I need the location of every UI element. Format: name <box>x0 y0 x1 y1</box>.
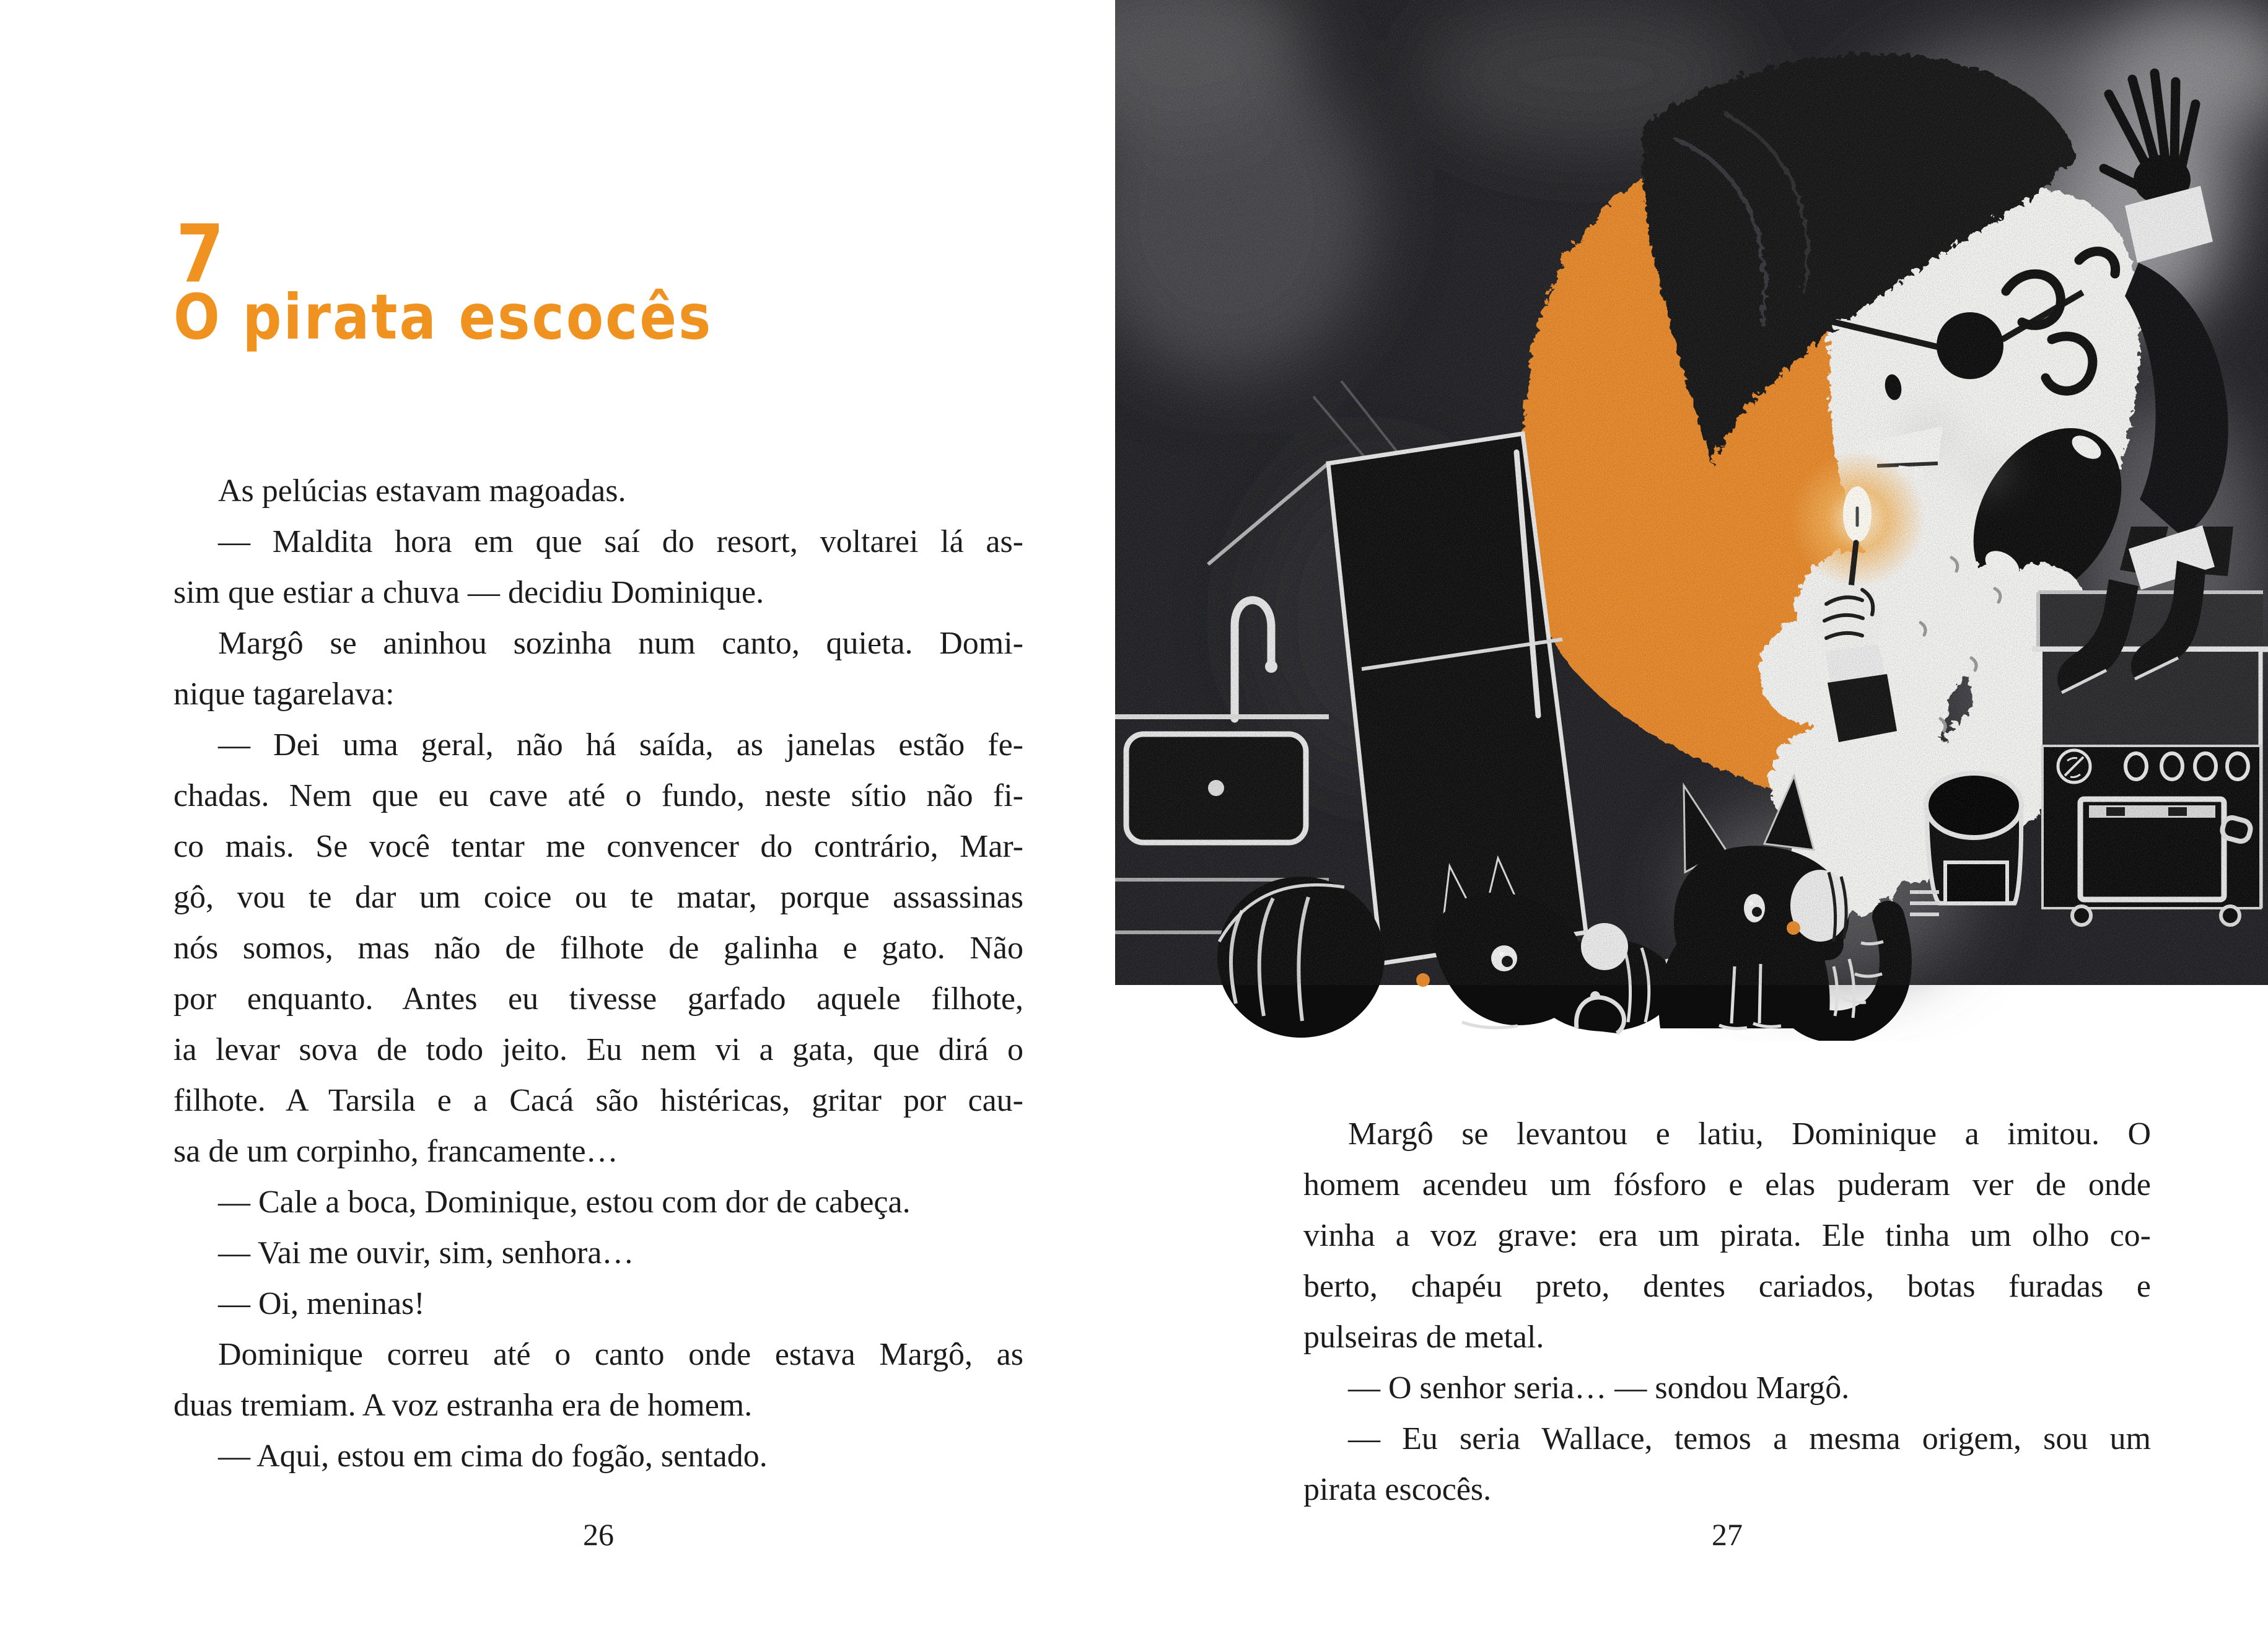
text-line: Margô se aninhou sozinha num canto, quieta. Domi- <box>218 626 1023 661</box>
text-line: co mais. Se você tentar me convencer do contrário, Mar- <box>173 829 1023 864</box>
text-line: — Eu seria Wallace, temos a mesma origem, sou um <box>1348 1421 2151 1456</box>
text-line: Dominique correu até o canto onde estava Margô, as <box>218 1337 1023 1372</box>
cat-tail-curl <box>1576 997 1624 1033</box>
illustration-pirate-kitchen <box>1115 0 2268 1041</box>
left-page-text <box>173 466 1023 1482</box>
text-line: nós somos, mas não de filhote de galinha e gato. Não <box>173 930 1023 966</box>
right-page-text <box>1303 1109 2151 1515</box>
chapter-title: O pirata escocês <box>173 280 713 354</box>
text-line: vinha a voz grave: era um pirata. Ele tinha um olho co- <box>1303 1218 2151 1253</box>
text-line: berto, chapéu preto, dentes cariados, botas furadas e <box>1303 1269 2151 1304</box>
text-line: chadas. Nem que eu cave até o fundo, neste sítio não fi- <box>173 778 1023 813</box>
text-line: — Maldita hora em que saí do resort, voltarei lá as- <box>218 524 1023 559</box>
text-line: por enquanto. Antes eu tivesse garfado aquele filhote, <box>173 981 1023 1017</box>
page-number-left: 26 <box>583 1517 614 1552</box>
text-line: — Cale a boca, Dominique, estou com dor de cabeça. <box>218 1184 911 1220</box>
text-line: ia levar sova de todo jeito. Eu nem vi a gata, que dirá o <box>173 1032 1023 1067</box>
text-line: sa de um corpinho, francamente… <box>173 1134 618 1169</box>
text-line: duas tremiam. A voz estranha era de homem. <box>173 1388 753 1423</box>
illustration-svg <box>1115 0 2268 1041</box>
text-line: — Vai me ouvir, sim, senhora… <box>218 1235 634 1271</box>
text-line: — Oi, meninas! <box>218 1286 425 1321</box>
text-line: nique tagarelava: <box>173 676 395 712</box>
text-line: Margô se levantou e latiu, Dominique a imitou. O <box>1348 1116 2151 1152</box>
chapter-number: 7 <box>176 208 224 301</box>
text-line: sim que estiar a chuva — decidiu Dominique. <box>173 575 764 610</box>
grain-dark <box>1115 0 2268 985</box>
text-line: pirata escocês. <box>1303 1472 1492 1507</box>
text-line: — Aqui, estou em cima do fogão, sentado. <box>218 1438 768 1474</box>
text-line: gô, vou te dar um coice ou te matar, porque assassinas <box>173 880 1023 915</box>
text-line: — O senhor seria… — sondou Margô. <box>1348 1370 1850 1406</box>
text-line: homem acendeu um fósforo e elas puderam ver de onde <box>1303 1167 2151 1202</box>
text-line: As pelúcias estavam magoadas. <box>218 473 626 509</box>
text-line: filhote. A Tarsila e a Cacá são histéricas, gritar por cau- <box>173 1083 1023 1118</box>
text-line: — Dei uma geral, não há saída, as janelas estão fe- <box>218 727 1023 763</box>
text-line: pulseiras de metal. <box>1303 1320 1544 1355</box>
page-number-right: 27 <box>1712 1517 1743 1552</box>
